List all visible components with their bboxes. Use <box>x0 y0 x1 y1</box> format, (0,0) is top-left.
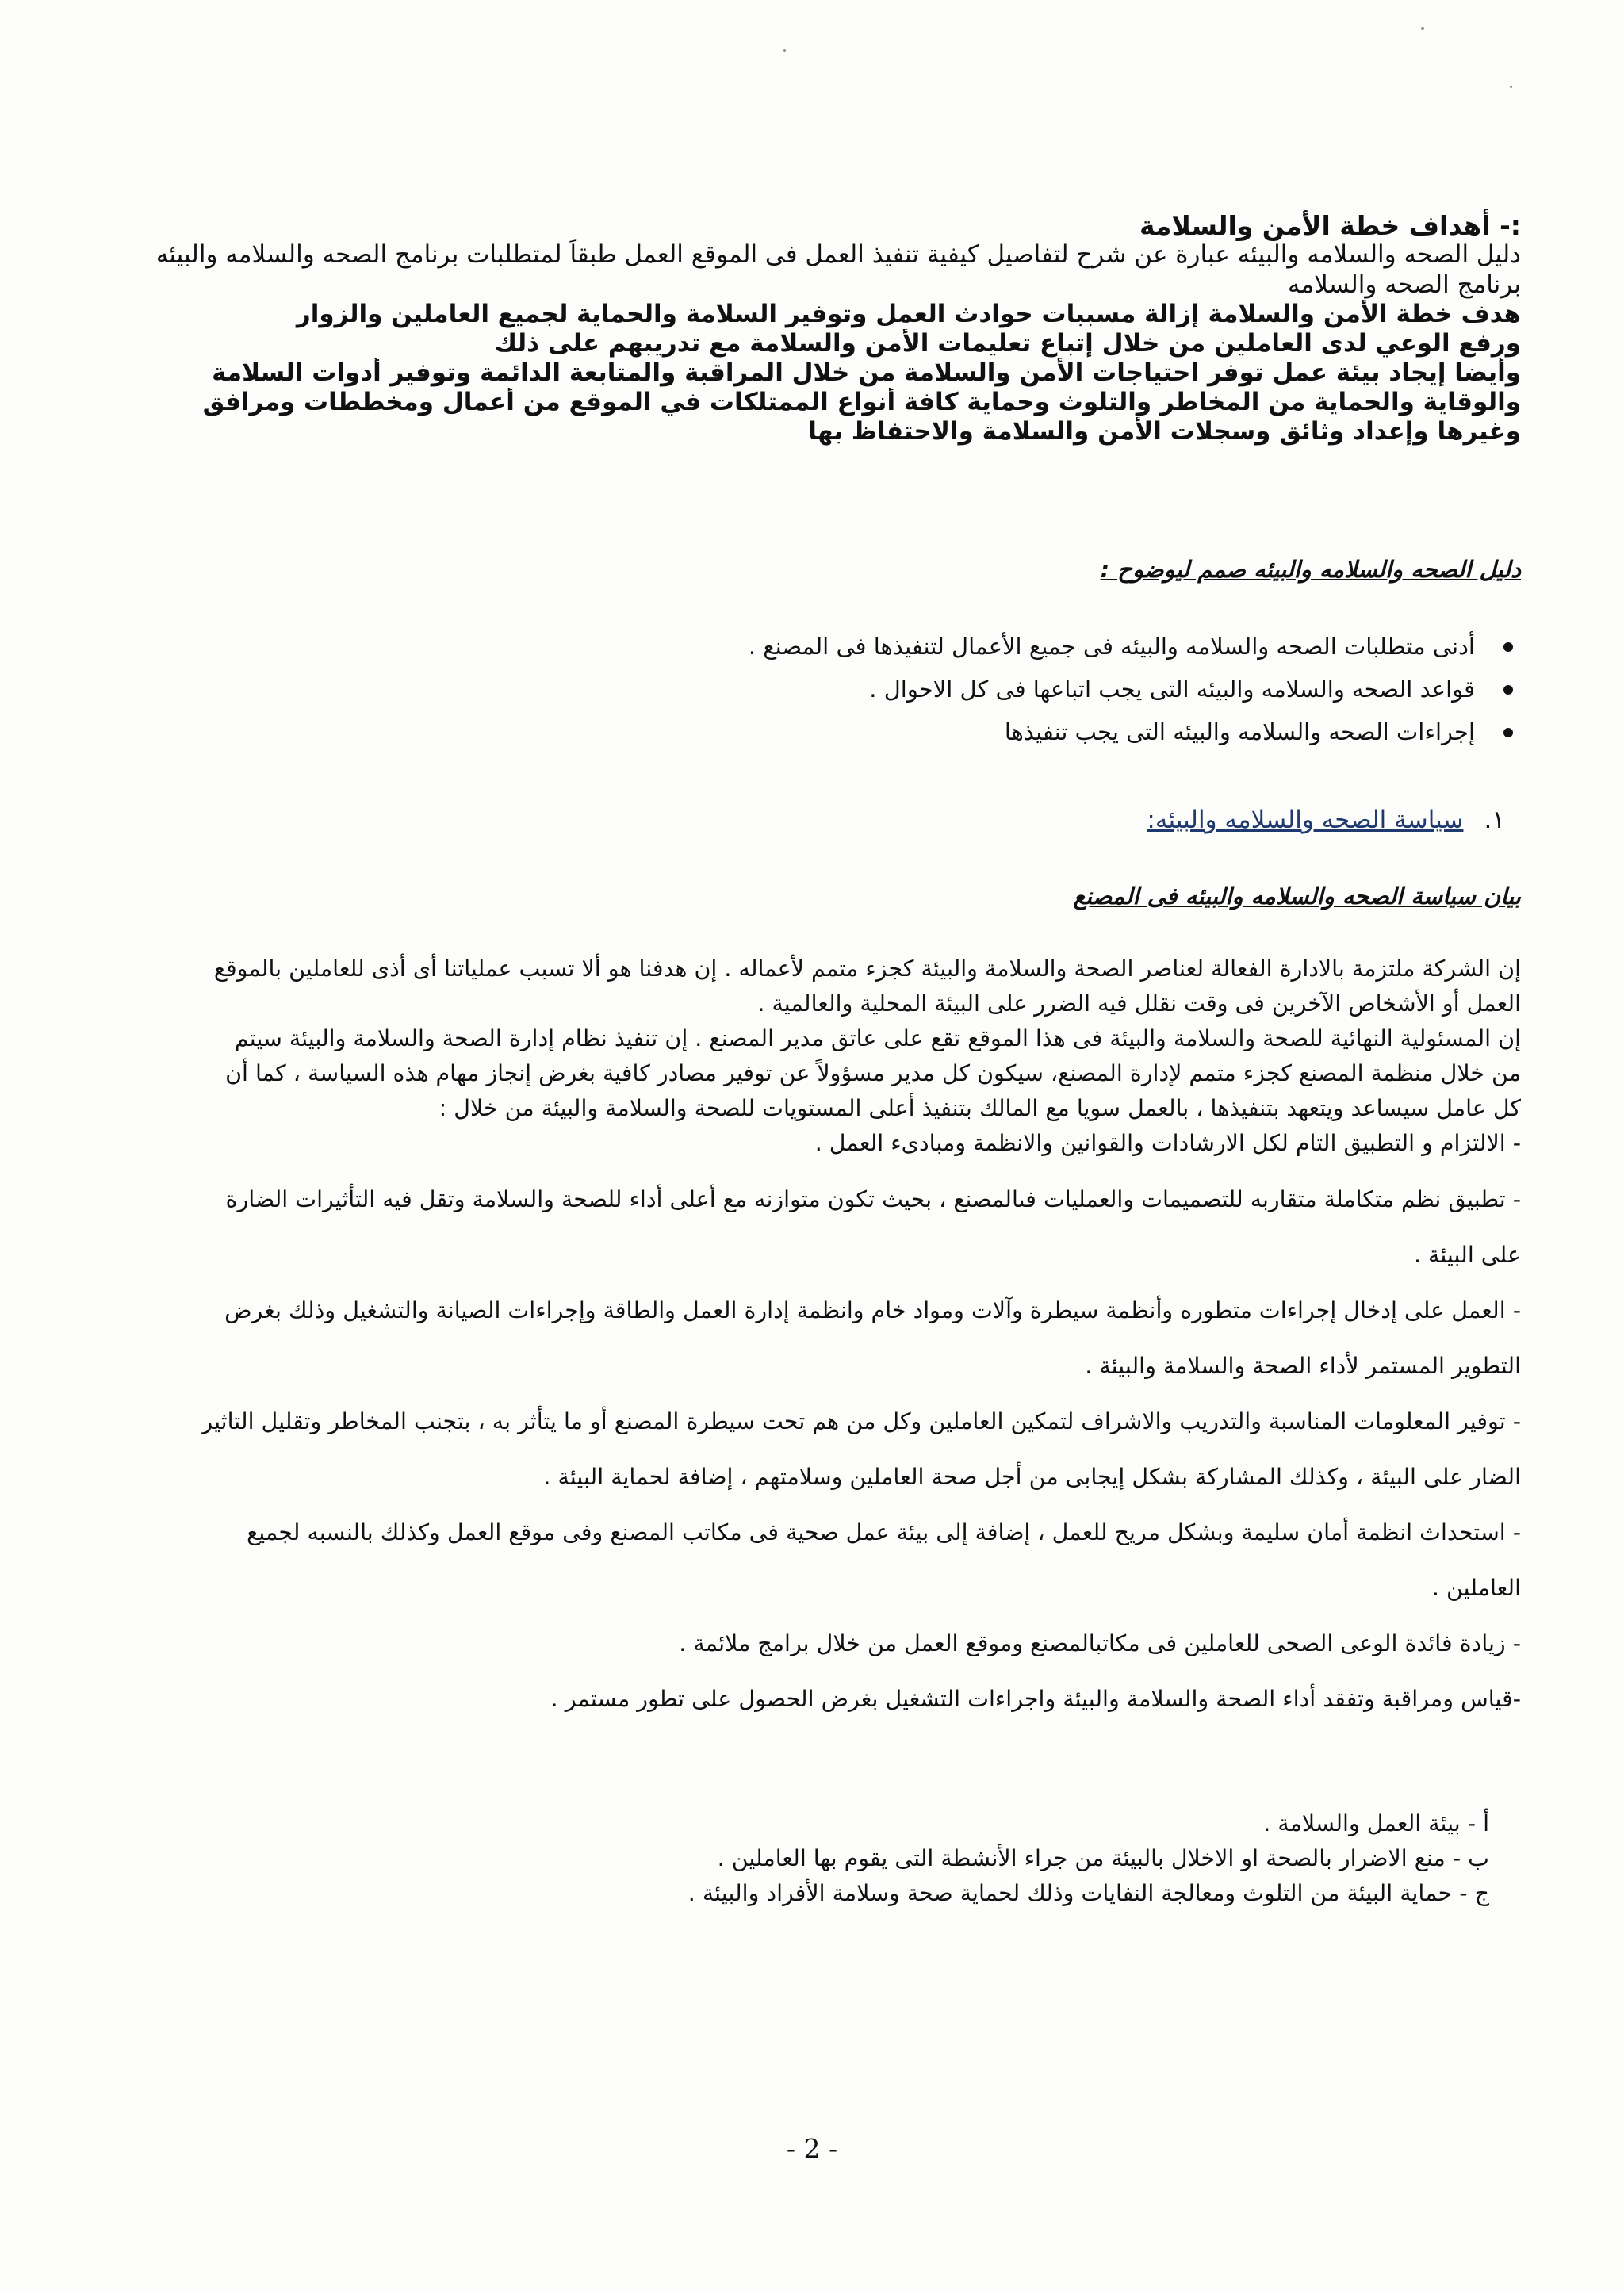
policy-line: - استحداث انظمة أمان سليمة وبشكل مريح للعمل ، إضافة إلى بيئة عمل صحية فى مكاتب المصنع وفى موقع العمل وكذلك بالنسبه لجميع <box>247 1519 1521 1545</box>
policy-line: العمل أو الأشخاص الآخرين فى وقت نقلل فيه الضرر على البيئة المحلية والعالمية . <box>757 990 1521 1017</box>
policy-line: من خلال منظمة المصنع كجزء متمم لإدارة المصنع، سيكون كل مدير مسؤولاً عن توفير مصادر كافية بغرض إنجاز مهام هذه السياسة ، كما أن <box>225 1060 1521 1086</box>
bullet-icon <box>1503 728 1513 737</box>
intro-line: هدف خطة الأمن والسلامة إزالة مسببات حوادث العمل وتوفير السلامة والحماية لجميع العاملين والزوار <box>296 300 1521 328</box>
intro-line: برنامج الصحه والسلامه <box>1287 270 1521 299</box>
lettered-item: ب - منع الاضرار بالصحة او الاخلال بالبيئة من جراء الأنشطة التى يقوم بها العاملين . <box>717 1845 1489 1871</box>
page-number: - 2 - <box>786 2133 838 2164</box>
lettered-item: ج - حماية البيئة من التلوث ومعالجة النفايات وذلك لحماية صحة وسلامة الأفراد والبيئة . <box>688 1880 1489 1906</box>
policy-line: العاملين . <box>1431 1575 1521 1601</box>
bullet-icon <box>1503 642 1513 652</box>
scan-speck <box>1421 27 1424 30</box>
manual-subtitle: دليل الصحه والسلامه والبيئه صمم ليوضوح : <box>1100 556 1521 583</box>
policy-line: -قياس ومراقبة وتفقد أداء الصحة والسلامة والبيئة واجراءات التشغيل بغرض الحصول على تطور مستمر . <box>550 1686 1521 1712</box>
policy-line: الضار على البيئة ، وكذلك المشاركة بشكل إيجابى من أجل صحة العاملين وسلامتهم ، إضافة لحماية البيئة . <box>543 1464 1521 1490</box>
lettered-item: أ - بيئة العمل والسلامة . <box>1263 1810 1489 1836</box>
policy-statement-title: بيان سياسة الصحه والسلامه والبيئه فى المصنع <box>1073 883 1521 910</box>
intro-line: والوقاية والحماية من المخاطر والتلوث وحماية كافة أنواع الممتلكات في الموقع من أعمال ومخططات ومرافق <box>202 388 1521 416</box>
policy-line: - العمل على إدخال إجراءات متطوره وأنظمة سيطرة وآلات ومواد خام وانظمة إدارة العمل والطاقة وإجراءات الصيانة والتشغيل وذلك بغرض <box>224 1297 1521 1323</box>
section-number: ١. <box>1484 806 1505 834</box>
manual-bullet-list <box>94 625 1513 753</box>
policy-line: على البيئة . <box>1413 1242 1521 1268</box>
intro-section <box>102 239 1521 446</box>
policy-line: - توفير المعلومات المناسبة والتدريب والاشراف لتمكين العاملين وكل من هم تحت سيطرة المصنع أو ما يتأثر به ، بتجنب المخاطر وتقليل التاثير <box>201 1408 1521 1434</box>
policy-line: - زيادة فائدة الوعى الصحى للعاملين فى مكاتبالمصنع وموقع العمل من خلال برامج ملائمة . <box>679 1630 1521 1656</box>
intro-line: ورفع الوعي لدى العاملين من خلال إتباع تعليمات الأمن والسلامة مع تدريبهم على ذلك <box>494 329 1521 358</box>
policy-line: إن المسئولية النهائية للصحة والسلامة والبيئة فى هذا الموقع تقع على عاتق مدير المصنع . إن تنفيذ نظام إدارة الصحة والسلامة والبيئة سيتم <box>234 1025 1521 1051</box>
intro-line: وغيرها وإعداد وثائق وسجلات الأمن والسلامة والاحتفاظ بها <box>808 417 1521 446</box>
goals-heading: :- أهداف خطة الأمن والسلامة <box>1139 210 1521 241</box>
section-title: سياسة الصحه والسلامه والبيئه: <box>1147 806 1464 834</box>
spacer <box>102 1161 1521 1172</box>
policy-line: - الالتزام و التطبيق التام لكل الارشادات والقوانين والانظمة ومبادىء العمل . <box>814 1130 1521 1156</box>
lettered-list <box>70 1806 1489 1911</box>
policy-line: كل عامل سيساعد ويتعهد بتنفيذها ، بالعمل سويا مع المالك بتنفيذ أعلى المستويات للصحة والسلامة والبيئة من خلال : <box>439 1095 1521 1121</box>
policy-line: إن الشركة ملتزمة بالادارة الفعالة لعناصر الصحة والسلامة والبيئة كجزء متمم لأعماله . إن هدفنا هو ألا تسبب عملياتنا أى أذى للعاملين بالموقع <box>213 956 1521 982</box>
intro-line: وأيضا إيجاد بيئة عمل توفر احتياجات الأمن والسلامة من خلال المراقبة والمتابعة الدائمة وتوفير أدوات السلامة <box>212 358 1521 387</box>
scan-speck <box>783 49 786 52</box>
bullet-item: قواعد الصحه والسلامه والبيئه التى يجب اتباعها فى كل الاحوال . <box>94 668 1513 710</box>
bullet-icon <box>1503 685 1513 695</box>
policy-line: - تطبيق نظم متكاملة متقاربه للتصميمات والعمليات فىالمصنع ، بحيث تكون متوازنه مع أعلى أداء للصحة والسلامة وتقل فيه التأثيرات الضارة <box>225 1186 1521 1212</box>
scan-speck <box>1510 86 1512 88</box>
intro-line: دليل الصحه والسلامه والبيئه عبارة عن شرح لتفاصيل كيفية تنفيذ العمل فى الموقع العمل طبقاً لمتطلبات برنامج الصحه والسلامه والبيئه <box>155 240 1521 269</box>
bullet-item: إجراءات الصحه والسلامه والبيئه التى يجب تنفيذها <box>94 710 1513 753</box>
bullet-item: أدنى متطلبات الصحه والسلامه والبيئه فى جميع الأعمال لتنفيذها فى المصنع . <box>94 625 1513 668</box>
policy-line: التطوير المستمر لأداء الصحة والسلامة والبيئة . <box>1085 1353 1521 1379</box>
policy-section-heading <box>86 802 1505 837</box>
policy-body <box>102 952 1521 1727</box>
